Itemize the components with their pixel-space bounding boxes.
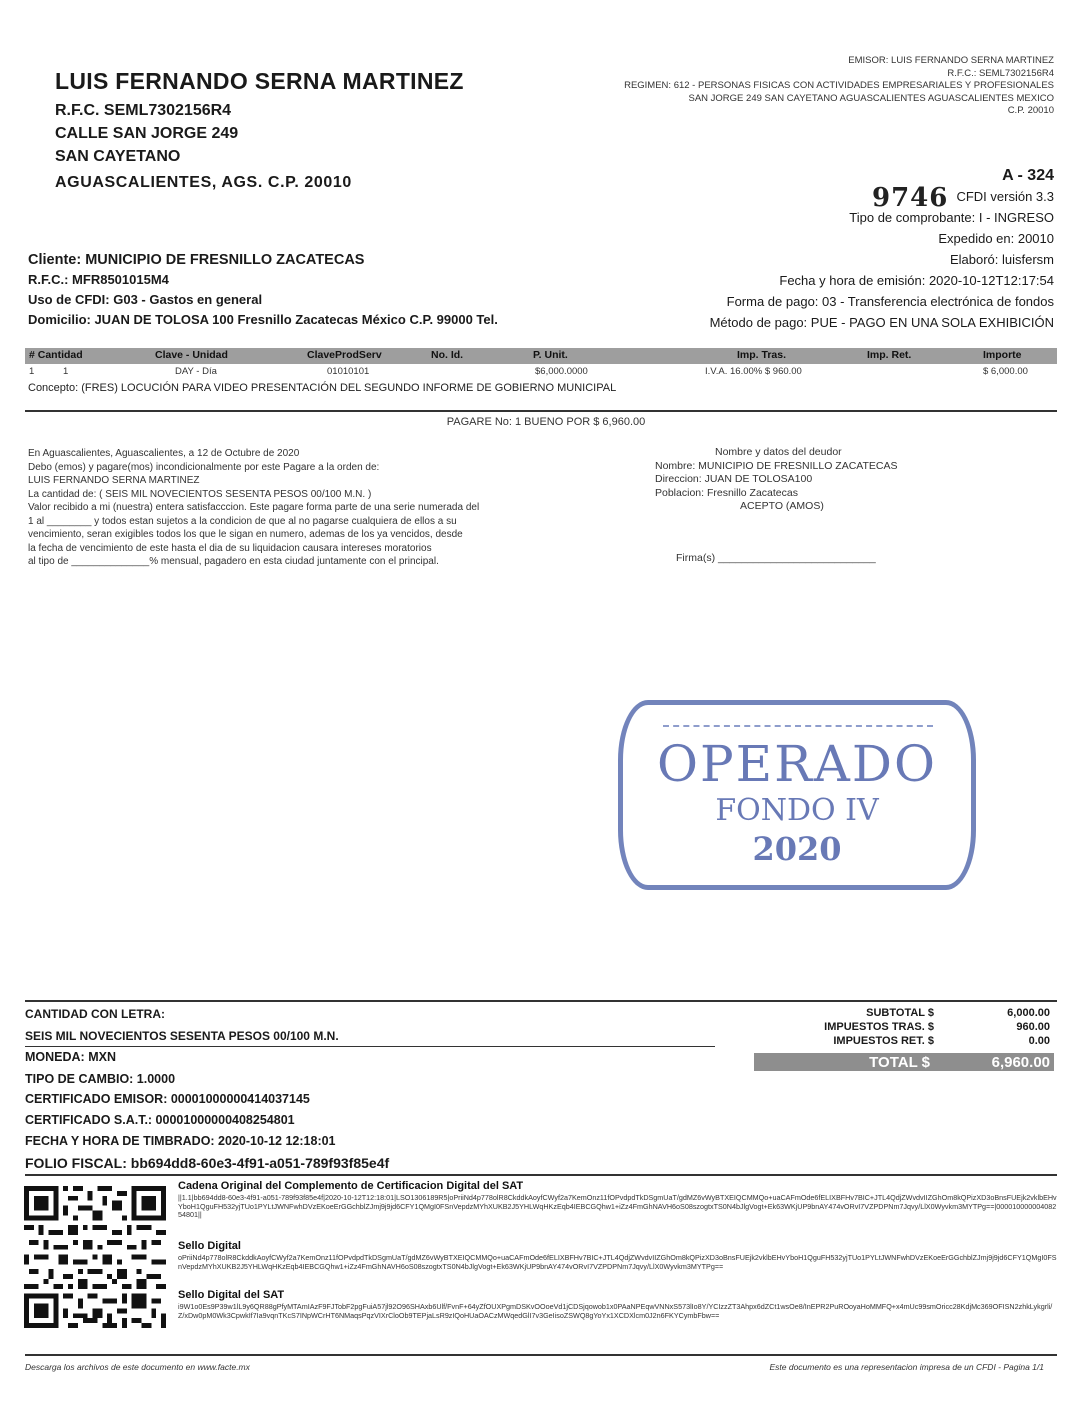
- total-label: TOTAL $: [869, 1054, 930, 1071]
- invoice-meta: [634, 165, 1054, 333]
- debtor-pob: Poblacion: Fresnillo Zacatecas: [655, 486, 798, 499]
- issuer-rfc: R.F.C. SEML7302156R4: [55, 102, 232, 119]
- pagare-line: En Aguascalientes, Aguascalientes, a 12 de Octubre de 2020: [28, 448, 300, 459]
- invoice-folio: A - 324: [1002, 167, 1054, 184]
- divider: [25, 1000, 1057, 1002]
- divider: [25, 1174, 1057, 1176]
- pagare-text: [28, 447, 618, 569]
- row-price: $6,000.0000: [535, 366, 588, 377]
- stamp-line1: OPERADO: [657, 735, 937, 793]
- fecha-emision: Fecha y hora de emisión: 2020-10-12T12:17:54: [779, 273, 1054, 288]
- folio-fiscal: FOLIO FISCAL: bb694dd8-60e3-4f91-a051-789f93f85e4f: [25, 1155, 390, 1171]
- stamp-line3: 2020: [752, 830, 842, 868]
- issuer-street: CALLE SAN JORGE 249: [55, 125, 239, 142]
- col-imp-tras: Imp. Tras.: [737, 349, 787, 361]
- qr-code: [24, 1186, 166, 1328]
- subtotal-value: 6,000.00: [1007, 1007, 1050, 1019]
- tras-label: IMPUESTOS TRAS. $: [824, 1021, 934, 1033]
- total-row: [754, 1053, 1054, 1071]
- divider: [25, 1354, 1057, 1356]
- cadena-title: Cadena Original del Complemento de Certificacion Digital del SAT: [178, 1180, 524, 1192]
- firma-line: Firma(s) ___________________________: [676, 552, 876, 564]
- cert-sat: CERTIFICADO S.A.T.: 00001000000408254801: [25, 1113, 295, 1127]
- concept: Concepto: (FRES) LOCUCIÓN PARA VIDEO PRESENTACIÓN DEL SEGUNDO INFORME DE GOBIERNO MUNICIPAL: [28, 382, 617, 394]
- debtor-title: Nombre y datos del deudor: [715, 446, 842, 458]
- pagare-line: 1 al ________ y todos estan sujetos a la condicion de que al no pagarse cualquiera de ellos a su: [28, 515, 457, 527]
- client-domicilio: Domicilio: JUAN DE TOLOSA 100 Fresnillo Zacatecas México C.P. 99000 Tel.: [28, 312, 498, 327]
- row-tras: I.V.A. 16.00% $ 960.00: [705, 366, 802, 377]
- forma-pago: Forma de pago: 03 - Transferencia electrónica de fondos: [726, 294, 1054, 309]
- tras-value: 960.00: [1016, 1021, 1050, 1033]
- row-qty: 1: [63, 366, 69, 377]
- row-unit: DAY - Día: [175, 366, 217, 377]
- client-name: Cliente: MUNICIPIO DE FRESNILLO ZACATECAS: [28, 252, 365, 268]
- pagare-line: La cantidad de: ( SEIS MIL NOVECIENTOS SESENTA PESOS 00/100 M.N. ): [28, 488, 372, 500]
- row-prodserv: 01010101: [327, 366, 370, 377]
- handwritten-number: 9746: [872, 183, 949, 213]
- moneda: MONEDA: MXN: [25, 1050, 116, 1064]
- tipo-cambio: TIPO DE CAMBIO: 1.0000: [25, 1072, 176, 1086]
- divider: [25, 1046, 715, 1047]
- ret-value: 0.00: [1028, 1035, 1050, 1047]
- issuer-name: LUIS FERNANDO SERNA MARTINEZ: [55, 68, 464, 94]
- expedido-en: Expedido en: 20010: [938, 231, 1054, 246]
- items-table-header: [25, 348, 1057, 364]
- row-importe: $ 6,000.00: [983, 366, 1028, 377]
- col-no-id: No. Id.: [431, 349, 464, 361]
- debtor-dir: Direccion: JUAN DE TOLOSA100: [655, 473, 813, 485]
- pagare-line: Valor recibido a mi (nuestra) entera satisfacccion. Este pagare forma parte de una serie numerada del: [28, 502, 480, 513]
- row-num: 1: [29, 366, 35, 377]
- operado-stamp: [618, 700, 976, 890]
- emisor-line: REGIMEN: 612 - PERSONAS FISICAS CON ACTIVIDADES EMPRESARIALES Y PROFESIONALES: [624, 80, 1054, 91]
- tras-row: [754, 1021, 1054, 1035]
- sat-text: i9W1o0Es9P39w1lL9y6QR88gPfyMTAmIAzF9FJTobF2pgFuiA57jl92O96SHAxb6Ulf/FvnF+64yZfOUXPgmDSKvOOoeVd1jCDSjqowob1x0PAaNPEqwVNNxS573lIo8Y/YCIzzZT3Ahpx6dZCt1wsOe8/InEPR2PuROoyaHoMMFQ+x4mUc99smOricc28KdjMc369OFISN2zhkLykgrli/Z/xDw0pM0Wk3CpwkIf7Ia9vqnTKcS7INpWCrHT6NMaqsPqzVIXrCloOb9TEPjaLsR9zIQoHUaOACzMWqedGlI7v3GeIisoZSWQ8gYoYx1XCDXlcm0J2n6FKYCymbFbw==: [178, 1303, 1053, 1320]
- amount-letters-value: SEIS MIL NOVECIENTOS SESENTA PESOS 00/100 M.N.: [25, 1029, 339, 1043]
- elaboro: Elaboró: luisfersm: [949, 252, 1054, 267]
- debtor-name: Nombre: MUNICIPIO DE FRESNILLO ZACATECAS: [655, 459, 898, 472]
- pagare-title: PAGARE No: 1 BUENO POR $ 6,960.00: [446, 416, 646, 428]
- stamp-border-text: [663, 715, 933, 727]
- col-importe: Importe: [983, 349, 1022, 361]
- ret-label: IMPUESTOS RET. $: [833, 1035, 934, 1047]
- emisor-line: R.F.C.: SEML7302156R4: [947, 67, 1054, 79]
- emisor-line: SAN JORGE 249 SAN CAYETANO AGUASCALIENTES AGUASCALIENTES MEXICO: [688, 92, 1054, 104]
- subtotal-label: SUBTOTAL $: [866, 1007, 934, 1019]
- divider: [25, 410, 1057, 412]
- stamp-line2: FONDO IV: [715, 793, 879, 828]
- cadena-text: ||1.1|bb694dd8-60e3-4f91-a051-789f93f85e4f|2020-10-12T12:18:01|LSO1306189R5|oPriiNd4p778olR8CkddkAoyfCWyf2a7KemOnz11fOPvdpdTkDSgmUaT/gdMZ6vWyBTXEIQCMMQo+uaCAFmOde6fELIXBFHv7BIC+JTL4QdjZWvdvIIZGhOm8kQPizXD3oBnsFUEjk2vklbEHvYboH1QguFH532yjTUo1PYLtJWNFwhDVzEKoeErGGchblZJmj9j9jd6CFY1QMgI0FSnVepdzMYhXUKB2J5YHLWqHKzEqb4IEBCGQhw1+iZz4FmGhNAVH6oS08szogtxTS0N4bJlgVogt+Ek63WKjUP9bnAY474vORvI7VZPDPNm7Jqvy/LlX0Wyvkm3MYTPg==|00001000000408254801||: [178, 1194, 1057, 1220]
- footer-cfdi-note: Este documento es una representacion impresa de un CFDI - Pagina 1/1: [769, 1362, 1044, 1372]
- pagare-line: al tipo de ______________% mensual, pagadero en esta ciudad juntamente con el principal.: [28, 556, 439, 567]
- col-clave-unidad: Clave - Unidad: [155, 349, 228, 361]
- col-claveprodserv: ClaveProdServ: [307, 349, 382, 361]
- total-value: 6,960.00: [991, 1054, 1050, 1071]
- pagare-line: LUIS FERNANDO SERNA MARTINEZ: [28, 475, 200, 486]
- cert-emisor: CERTIFICADO EMISOR: 00001000000414037145: [25, 1092, 310, 1106]
- client-block: [28, 250, 498, 330]
- client-rfc: R.F.C.: MFR8501015M4: [28, 272, 169, 287]
- sello-title: Sello Digital: [178, 1240, 241, 1252]
- sello-text: oPriiNd4p778olR8CkddkAoyfCWyf2a7KemOnz11fOPvdpdTkDSgmUaT/gdMZ6vWyBTXEIQCMMQo+uaCAFmOde6fELIXBFHv7BIC+JTL4QdjZWvdvIIZGhOm8kQPizXD3oBnsFUEjk2vklbEHvYboH1QguFH532yjTUo1PYLtJWNFwhDVzEKoeErGGchblZJmj9j9jd6CFY1QMgI0FSnVepdzMYhXUKB2J5YHLWqHKzEqb4IEBCGQhw1+iZz4FmGhNAVH6oS08szogtxTS0N4bJlgVogt+Ek63WKjUP9bnAY474vORvI7VZPDPNm7Jqvy/LlX0Wyvkm3MYTPg==: [178, 1254, 1057, 1271]
- sat-title: Sello Digital del SAT: [178, 1289, 285, 1301]
- issuer-colony: SAN CAYETANO: [55, 148, 181, 165]
- col-imp-ret: Imp. Ret.: [867, 349, 912, 361]
- emisor-line: EMISOR: LUIS FERNANDO SERNA MARTINEZ: [848, 55, 1054, 66]
- amount-letters-label: CANTIDAD CON LETRA:: [25, 1007, 165, 1021]
- metodo-pago: Método de pago: PUE - PAGO EN UNA SOLA EXHIBICIÓN: [709, 315, 1054, 330]
- emisor-line: C.P. 20010: [1007, 105, 1054, 116]
- footer-download-note: Descarga los archivos de este documento en www.facte.mx: [25, 1362, 250, 1372]
- pagare-line: la fecha de vencimiento de este hasta el dia de su liquidacion causara intereses moratorios: [28, 542, 432, 554]
- fecha-timbrado: FECHA Y HORA DE TIMBRADO: 2020-10-12 12:18:01: [25, 1134, 336, 1148]
- debtor-block: [655, 446, 965, 514]
- cfdi-version: CFDI versión 3.3: [956, 189, 1054, 204]
- tipo-comprobante: Tipo de comprobante: I - INGRESO: [849, 210, 1054, 225]
- pagare-line: Debo (emos) y pagare(mos) incondicionalmente por este Pagare a la orden de:: [28, 461, 380, 473]
- totals-block: [754, 1007, 1054, 1071]
- pagare-line: vencimiento, seran exigibles todos los que le sigan en numero, ademas de los ya vencidos, desde: [28, 529, 463, 540]
- issuer-city: AGUASCALIENTES, AGS. C.P. 20010: [55, 174, 352, 191]
- emisor-block: [584, 55, 1054, 118]
- acepto: ACEPTO (AMOS): [740, 500, 824, 512]
- col-p-unit: P. Unit.: [533, 349, 568, 361]
- client-uso: Uso de CFDI: G03 - Gastos en general: [28, 292, 263, 307]
- ret-row: [754, 1035, 1054, 1049]
- subtotal-row: [754, 1007, 1054, 1021]
- col-cantidad: # Cantidad: [29, 349, 83, 361]
